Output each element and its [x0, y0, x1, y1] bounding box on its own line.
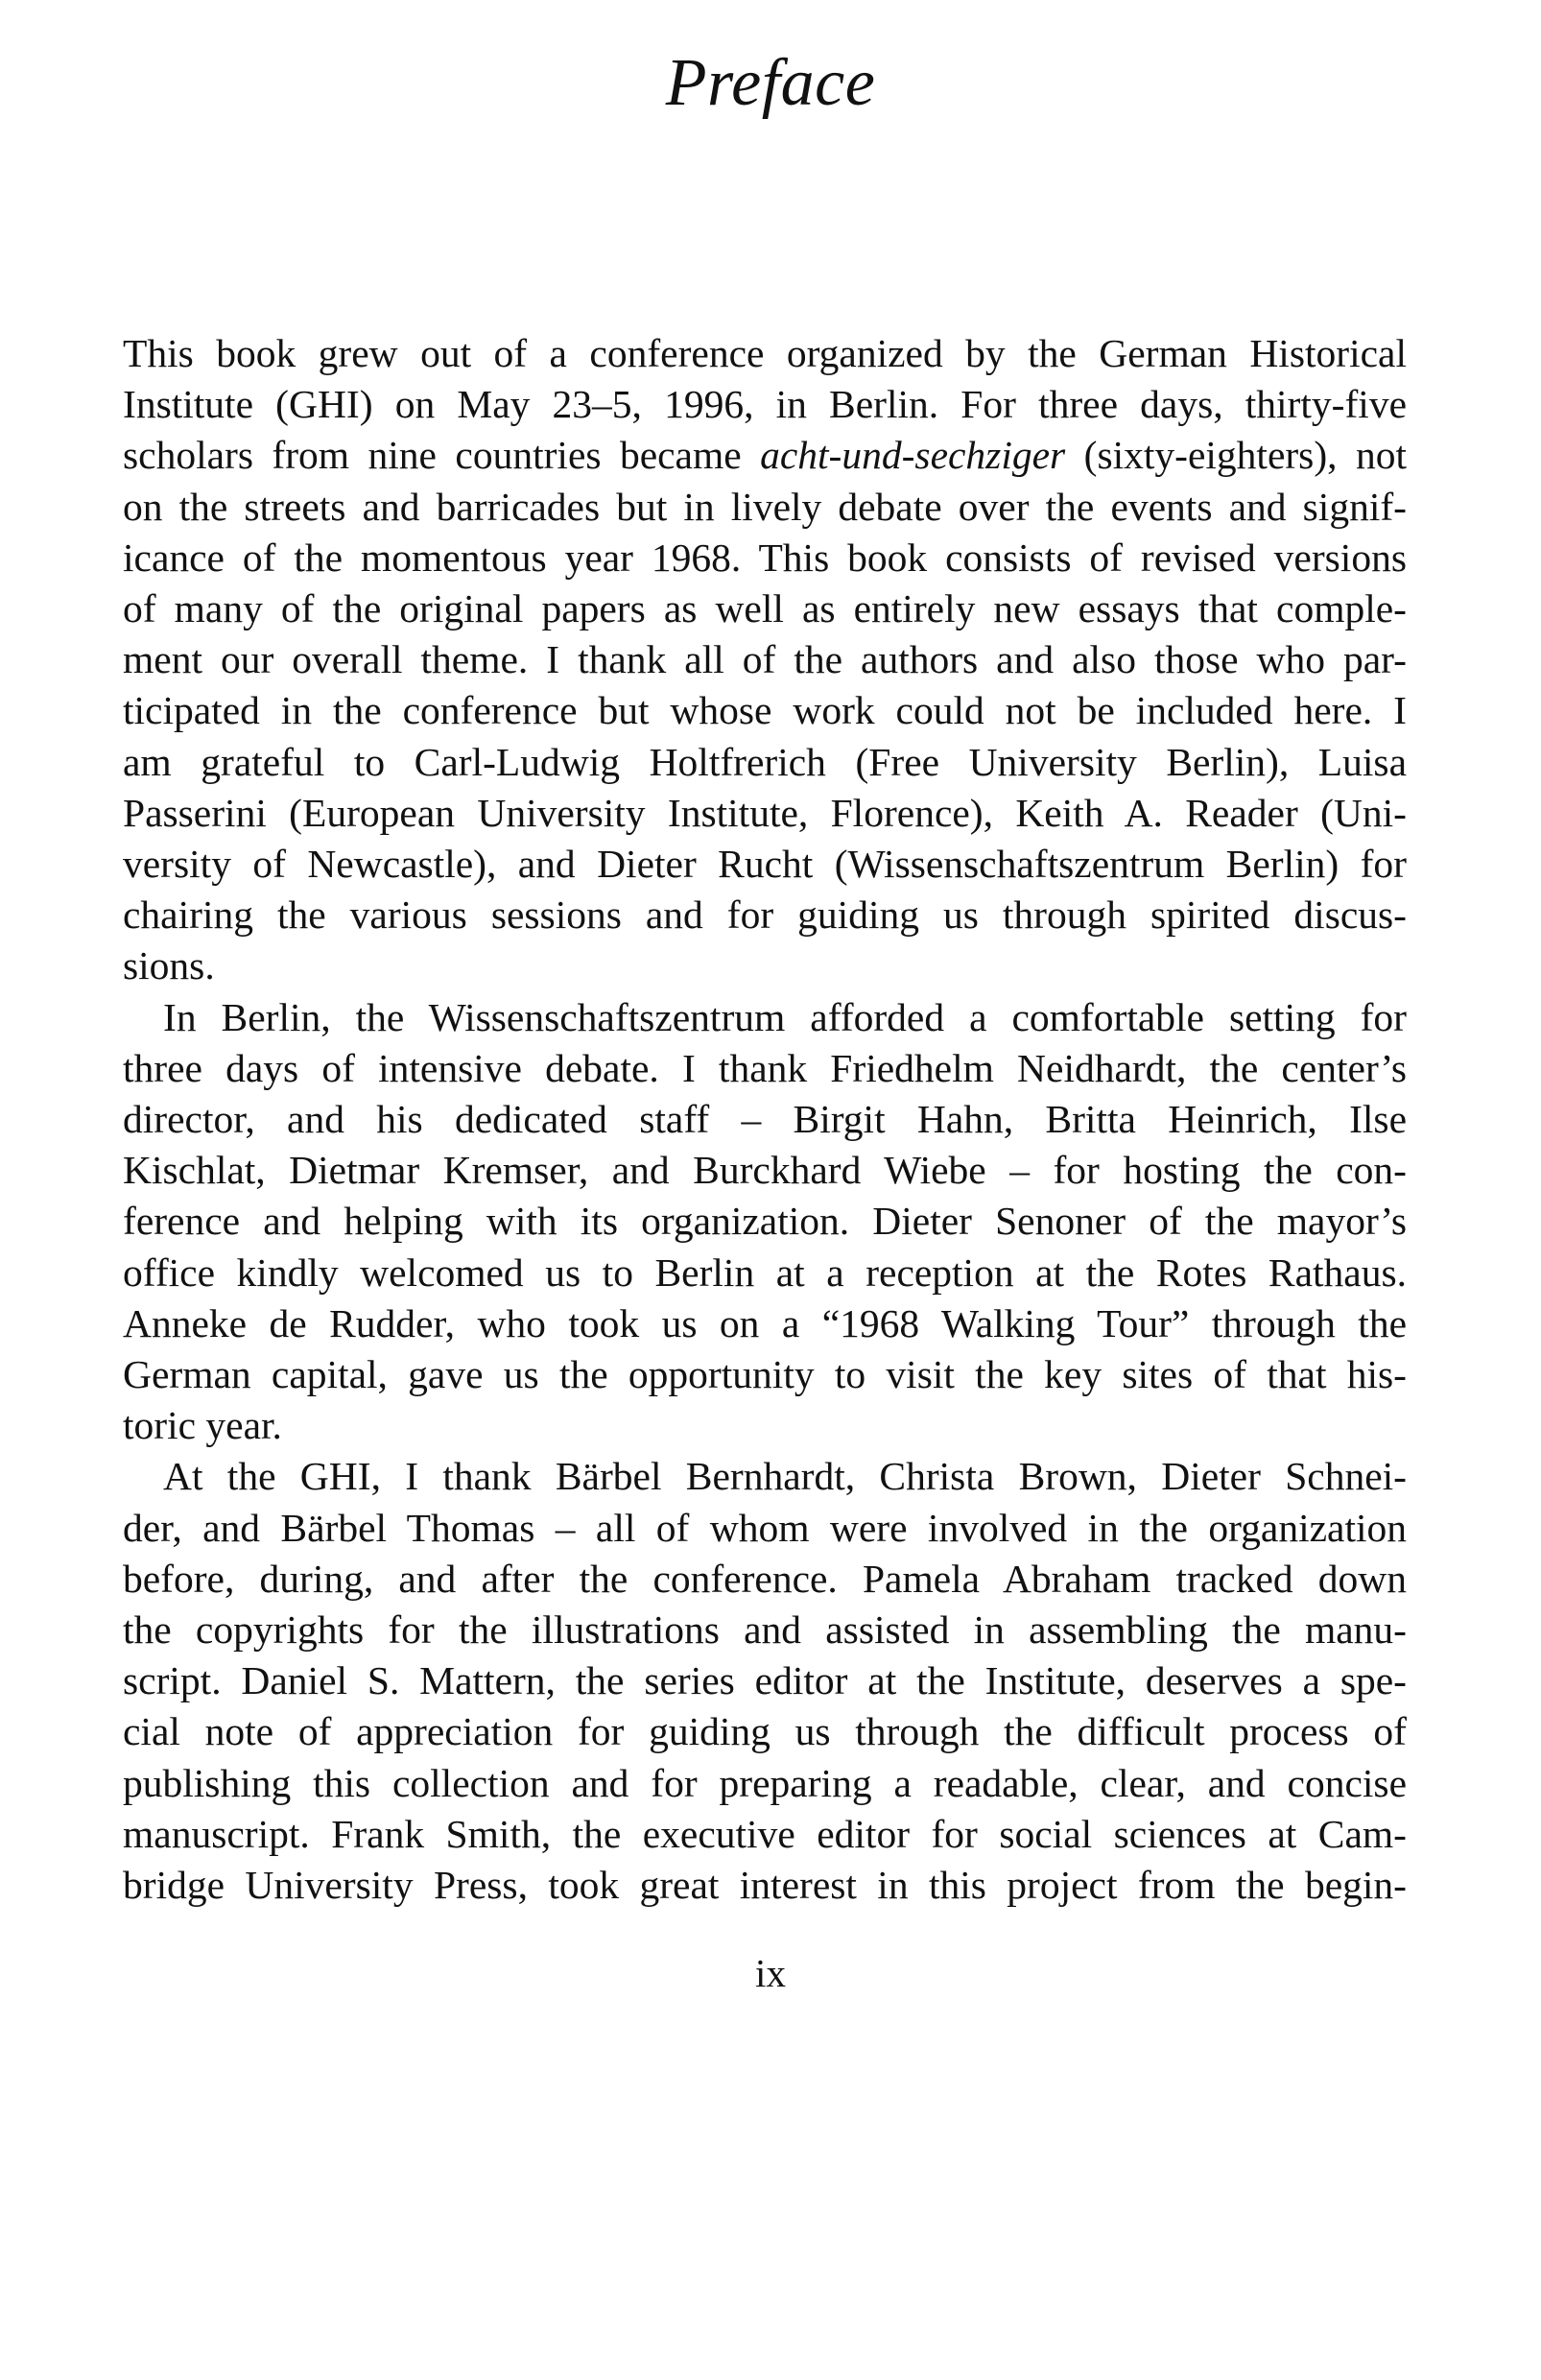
- text-line: Kischlat, Dietmar Kremser, and Burckhard Wiebe – for hosting the con-: [123, 1148, 1407, 1193]
- text-line: German capital, gave us the opportunity to visit the key sites of that his-: [123, 1352, 1407, 1397]
- text-line: Passerini (European University Institute, Florence), Keith A. Reader (Uni-: [123, 790, 1407, 835]
- text-line: office kindly welcomed us to Berlin at a reception at the Rotes Rathaus.: [123, 1250, 1407, 1295]
- text-line: At the GHI, I thank Bärbel Bernhardt, Christa Brown, Dieter Schnei-: [163, 1454, 1407, 1499]
- text-line: ference and helping with its organization. Dieter Senoner of the mayor’s: [123, 1199, 1407, 1244]
- text-line: three days of intensive debate. I thank Friedhelm Neidhardt, the center’s: [123, 1045, 1407, 1090]
- text-line: script. Daniel S. Mattern, the series editor at the Institute, deserves a spe-: [123, 1658, 1407, 1703]
- text-line: director, and his dedicated staff – Birgit Hahn, Britta Heinrich, Ilse: [123, 1097, 1407, 1142]
- page-title: Preface: [665, 46, 876, 120]
- text-line: cial note of appreciation for guiding us through the difficult process of: [123, 1709, 1407, 1754]
- text-line: In Berlin, the Wissenschaftszentrum afforded a comfortable setting for: [163, 994, 1407, 1039]
- text-line: Anneke de Rudder, who took us on a “1968 Walking Tour” through the: [123, 1300, 1407, 1345]
- page-number: ix: [755, 1951, 786, 1995]
- text-line: the copyrights for the illustrations and assisted in assembling the manu-: [123, 1607, 1407, 1653]
- text-line-with-italic: scholars from nine countries became acht-und-sechziger (sixty-eighters), not: [123, 433, 1407, 478]
- text-line: sions.: [123, 943, 215, 988]
- text-line: der, and Bärbel Thomas – all of whom were involved in the organization: [123, 1505, 1407, 1550]
- text-line: Institute (GHI) on May 23–5, 1996, in Berlin. For three days, thirty-five: [123, 382, 1407, 427]
- text-line: This book grew out of a conference organized by the German Historical: [123, 331, 1407, 375]
- paragraph-1: [123, 328, 1407, 992]
- text-line: chairing the various sessions and for guiding us through spirited discus-: [123, 892, 1407, 938]
- text-line: icance of the momentous year 1968. This book consists of revised versions: [123, 535, 1407, 580]
- text-line: toric year.: [123, 1403, 282, 1448]
- text-line: of many of the original papers as well as entirely new essays that comple-: [123, 586, 1407, 631]
- text-line: am grateful to Carl-Ludwig Holtfrerich (Free University Berlin), Luisa: [123, 739, 1407, 784]
- text-line: before, during, and after the conference. Pamela Abraham tracked down: [123, 1556, 1407, 1601]
- text-line: bridge University Press, took great interest in this project from the begin-: [123, 1863, 1407, 1908]
- paragraph-3: [123, 1451, 1407, 1911]
- text-line: ment our overall theme. I thank all of the authors and also those who par-: [123, 637, 1407, 682]
- text-line: on the streets and barricades but in lively debate over the events and signif-: [123, 484, 1407, 529]
- text-line: ticipated in the conference but whose work could not be included here. I: [123, 688, 1407, 733]
- text-line: publishing this collection and for preparing a readable, clear, and concise: [123, 1760, 1407, 1805]
- text-line: manuscript. Frank Smith, the executive editor for social sciences at Cam-: [123, 1811, 1407, 1856]
- paragraph-2: [123, 992, 1407, 1452]
- text-line: versity of Newcastle), and Dieter Rucht (Wissenschaftszentrum Berlin) for: [123, 842, 1407, 887]
- body-text: [123, 328, 1407, 1911]
